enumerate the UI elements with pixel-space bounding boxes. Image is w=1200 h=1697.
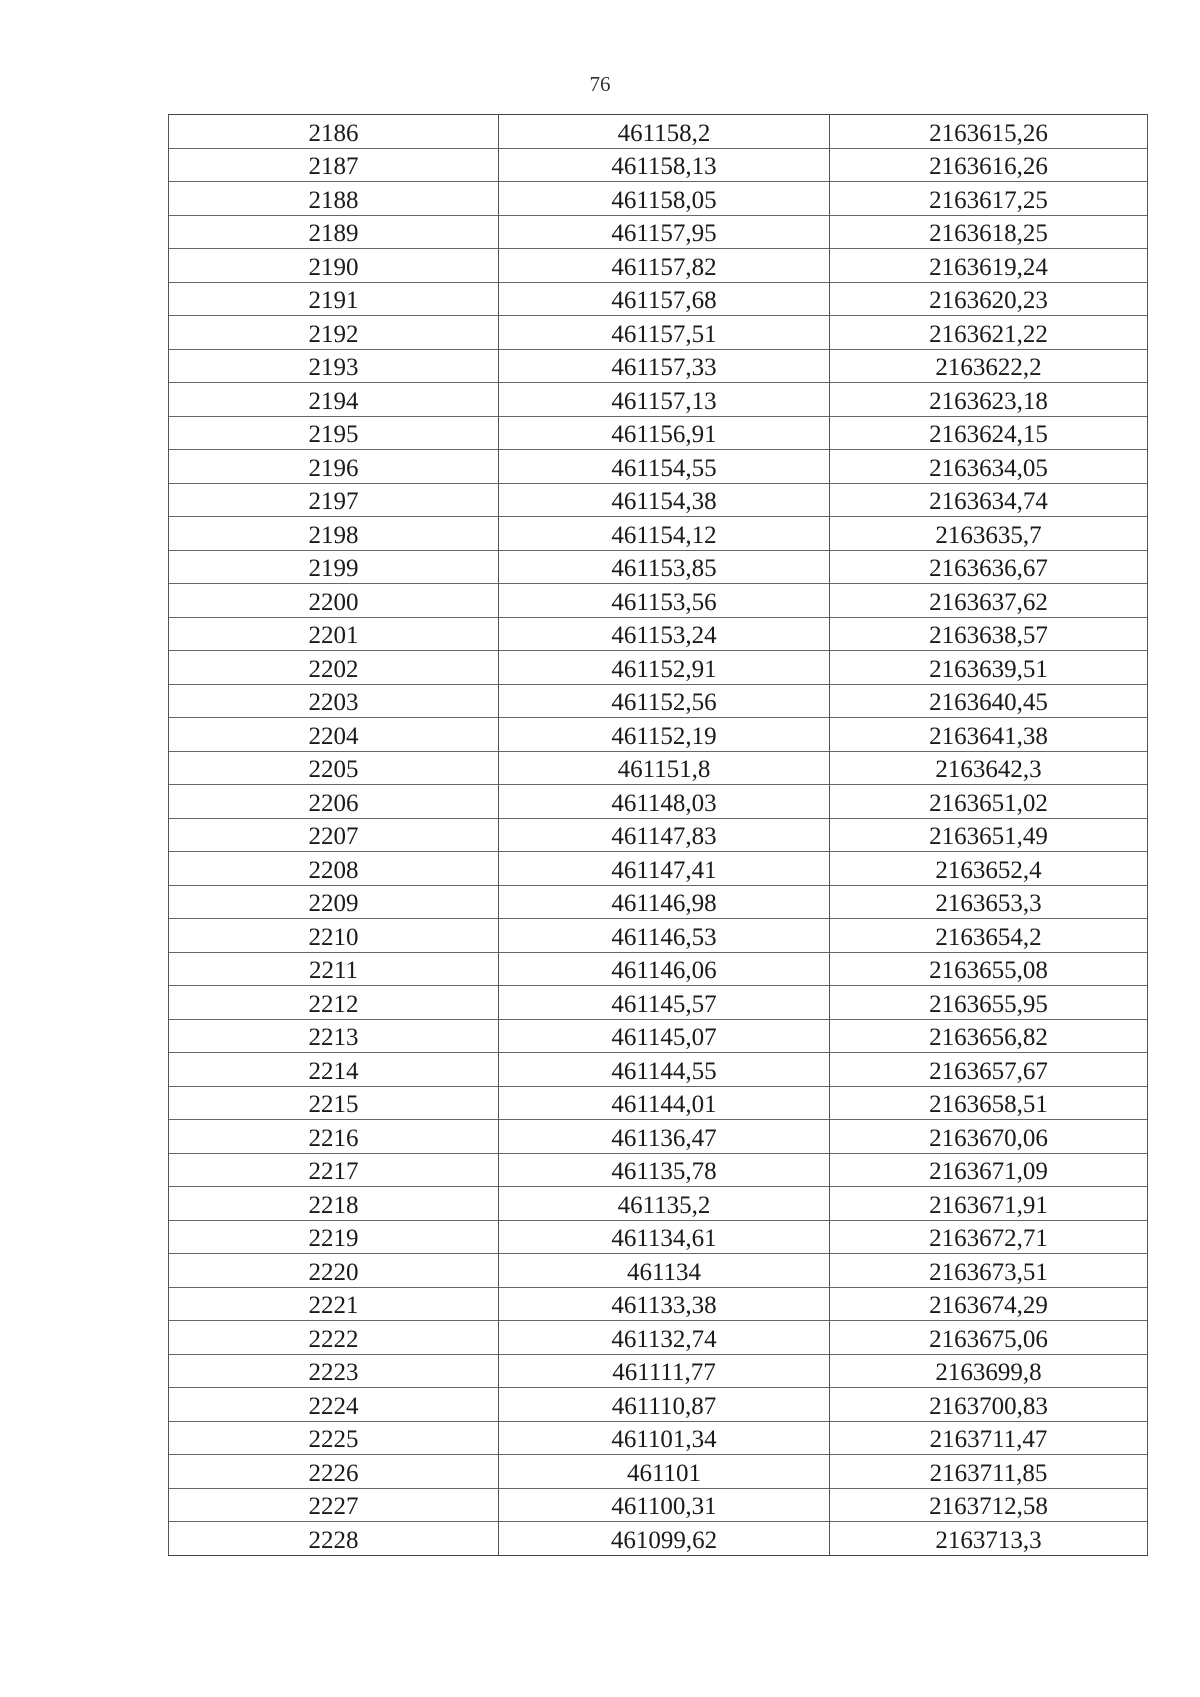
point-number-cell: 2201 — [169, 617, 499, 651]
table-row — [169, 919, 1148, 953]
coordinates-table-body — [169, 115, 1148, 1556]
table-row — [169, 584, 1148, 618]
x-coordinate-cell: 461157,13 — [499, 383, 830, 417]
x-coordinate-cell: 461153,56 — [499, 584, 830, 618]
table-row — [169, 550, 1148, 584]
x-coordinate-cell: 461145,57 — [499, 986, 830, 1020]
y-coordinate-cell: 2163639,51 — [830, 651, 1148, 685]
x-coordinate-cell: 461133,38 — [499, 1287, 830, 1321]
y-coordinate-cell: 2163658,51 — [830, 1086, 1148, 1120]
y-coordinate-cell: 2163700,83 — [830, 1388, 1148, 1422]
y-coordinate-cell: 2163672,71 — [830, 1220, 1148, 1254]
table-row — [169, 1220, 1148, 1254]
point-number-cell: 2186 — [169, 115, 499, 149]
table-row — [169, 483, 1148, 517]
table-row — [169, 751, 1148, 785]
table-row — [169, 115, 1148, 149]
point-number-cell: 2217 — [169, 1153, 499, 1187]
y-coordinate-cell: 2163640,45 — [830, 684, 1148, 718]
table-row — [169, 215, 1148, 249]
table-row — [169, 785, 1148, 819]
table-row — [169, 148, 1148, 182]
y-coordinate-cell: 2163622,2 — [830, 349, 1148, 383]
y-coordinate-cell: 2163636,67 — [830, 550, 1148, 584]
point-number-cell: 2219 — [169, 1220, 499, 1254]
point-number-cell: 2188 — [169, 182, 499, 216]
point-number-cell: 2227 — [169, 1488, 499, 1522]
table-row — [169, 383, 1148, 417]
point-number-cell: 2203 — [169, 684, 499, 718]
y-coordinate-cell: 2163675,06 — [830, 1321, 1148, 1355]
x-coordinate-cell: 461152,19 — [499, 718, 830, 752]
table-row — [169, 1488, 1148, 1522]
table-row — [169, 316, 1148, 350]
table-row — [169, 684, 1148, 718]
y-coordinate-cell: 2163712,58 — [830, 1488, 1148, 1522]
y-coordinate-cell: 2163671,09 — [830, 1153, 1148, 1187]
y-coordinate-cell: 2163655,95 — [830, 986, 1148, 1020]
x-coordinate-cell: 461157,33 — [499, 349, 830, 383]
point-number-cell: 2215 — [169, 1086, 499, 1120]
y-coordinate-cell: 2163656,82 — [830, 1019, 1148, 1053]
coordinates-table — [168, 114, 1148, 1556]
point-number-cell: 2218 — [169, 1187, 499, 1221]
point-number-cell: 2211 — [169, 952, 499, 986]
table-row — [169, 818, 1148, 852]
x-coordinate-cell: 461154,55 — [499, 450, 830, 484]
point-number-cell: 2212 — [169, 986, 499, 1020]
point-number-cell: 2214 — [169, 1053, 499, 1087]
table-row — [169, 1522, 1148, 1556]
point-number-cell: 2213 — [169, 1019, 499, 1053]
x-coordinate-cell: 461099,62 — [499, 1522, 830, 1556]
y-coordinate-cell: 2163638,57 — [830, 617, 1148, 651]
x-coordinate-cell: 461100,31 — [499, 1488, 830, 1522]
table-row — [169, 1354, 1148, 1388]
x-coordinate-cell: 461147,41 — [499, 852, 830, 886]
table-row — [169, 952, 1148, 986]
page-number: 76 — [589, 72, 611, 96]
x-coordinate-cell: 461144,55 — [499, 1053, 830, 1087]
y-coordinate-cell: 2163651,02 — [830, 785, 1148, 819]
x-coordinate-cell: 461146,53 — [499, 919, 830, 953]
x-coordinate-cell: 461154,38 — [499, 483, 830, 517]
point-number-cell: 2199 — [169, 550, 499, 584]
point-number-cell: 2202 — [169, 651, 499, 685]
point-number-cell: 2198 — [169, 517, 499, 551]
y-coordinate-cell: 2163635,7 — [830, 517, 1148, 551]
x-coordinate-cell: 461153,24 — [499, 617, 830, 651]
x-coordinate-cell: 461156,91 — [499, 416, 830, 450]
y-coordinate-cell: 2163653,3 — [830, 885, 1148, 919]
table-row — [169, 885, 1148, 919]
y-coordinate-cell: 2163616,26 — [830, 148, 1148, 182]
point-number-cell: 2200 — [169, 584, 499, 618]
point-number-cell: 2189 — [169, 215, 499, 249]
x-coordinate-cell: 461158,05 — [499, 182, 830, 216]
y-coordinate-cell: 2163657,67 — [830, 1053, 1148, 1087]
y-coordinate-cell: 2163634,74 — [830, 483, 1148, 517]
y-coordinate-cell: 2163674,29 — [830, 1287, 1148, 1321]
table-row — [169, 282, 1148, 316]
x-coordinate-cell: 461145,07 — [499, 1019, 830, 1053]
y-coordinate-cell: 2163624,15 — [830, 416, 1148, 450]
x-coordinate-cell: 461153,85 — [499, 550, 830, 584]
table-row — [169, 1019, 1148, 1053]
x-coordinate-cell: 461157,68 — [499, 282, 830, 316]
point-number-cell: 2194 — [169, 383, 499, 417]
point-number-cell: 2223 — [169, 1354, 499, 1388]
x-coordinate-cell: 461135,2 — [499, 1187, 830, 1221]
point-number-cell: 2191 — [169, 282, 499, 316]
point-number-cell: 2206 — [169, 785, 499, 819]
point-number-cell: 2222 — [169, 1321, 499, 1355]
y-coordinate-cell: 2163670,06 — [830, 1120, 1148, 1154]
y-coordinate-cell: 2163711,47 — [830, 1421, 1148, 1455]
y-coordinate-cell: 2163621,22 — [830, 316, 1148, 350]
table-row — [169, 1321, 1148, 1355]
y-coordinate-cell: 2163711,85 — [830, 1455, 1148, 1489]
table-row — [169, 1187, 1148, 1221]
y-coordinate-cell: 2163620,23 — [830, 282, 1148, 316]
table-row — [169, 450, 1148, 484]
x-coordinate-cell: 461111,77 — [499, 1354, 830, 1388]
table-row — [169, 1421, 1148, 1455]
y-coordinate-cell: 2163713,3 — [830, 1522, 1148, 1556]
y-coordinate-cell: 2163655,08 — [830, 952, 1148, 986]
y-coordinate-cell: 2163699,8 — [830, 1354, 1148, 1388]
point-number-cell: 2210 — [169, 919, 499, 953]
table-row — [169, 1254, 1148, 1288]
table-row — [169, 1388, 1148, 1422]
point-number-cell: 2225 — [169, 1421, 499, 1455]
y-coordinate-cell: 2163654,2 — [830, 919, 1148, 953]
y-coordinate-cell: 2163615,26 — [830, 115, 1148, 149]
x-coordinate-cell: 461146,06 — [499, 952, 830, 986]
x-coordinate-cell: 461146,98 — [499, 885, 830, 919]
x-coordinate-cell: 461158,13 — [499, 148, 830, 182]
point-number-cell: 2197 — [169, 483, 499, 517]
y-coordinate-cell: 2163617,25 — [830, 182, 1148, 216]
table-row — [169, 852, 1148, 886]
y-coordinate-cell: 2163673,51 — [830, 1254, 1148, 1288]
point-number-cell: 2207 — [169, 818, 499, 852]
x-coordinate-cell: 461148,03 — [499, 785, 830, 819]
point-number-cell: 2204 — [169, 718, 499, 752]
x-coordinate-cell: 461110,87 — [499, 1388, 830, 1422]
y-coordinate-cell: 2163652,4 — [830, 852, 1148, 886]
table-row — [169, 617, 1148, 651]
x-coordinate-cell: 461157,95 — [499, 215, 830, 249]
table-row — [169, 718, 1148, 752]
point-number-cell: 2190 — [169, 249, 499, 283]
x-coordinate-cell: 461135,78 — [499, 1153, 830, 1187]
table-row — [169, 1287, 1148, 1321]
point-number-cell: 2209 — [169, 885, 499, 919]
table-row — [169, 517, 1148, 551]
point-number-cell: 2187 — [169, 148, 499, 182]
table-row — [169, 986, 1148, 1020]
y-coordinate-cell: 2163619,24 — [830, 249, 1148, 283]
x-coordinate-cell: 461152,91 — [499, 651, 830, 685]
table-row — [169, 1120, 1148, 1154]
point-number-cell: 2228 — [169, 1522, 499, 1556]
x-coordinate-cell: 461158,2 — [499, 115, 830, 149]
x-coordinate-cell: 461101,34 — [499, 1421, 830, 1455]
point-number-cell: 2192 — [169, 316, 499, 350]
point-number-cell: 2208 — [169, 852, 499, 886]
table-row — [169, 1086, 1148, 1120]
point-number-cell: 2195 — [169, 416, 499, 450]
x-coordinate-cell: 461157,82 — [499, 249, 830, 283]
table-row — [169, 1153, 1148, 1187]
y-coordinate-cell: 2163651,49 — [830, 818, 1148, 852]
table-row — [169, 349, 1148, 383]
point-number-cell: 2221 — [169, 1287, 499, 1321]
y-coordinate-cell: 2163642,3 — [830, 751, 1148, 785]
point-number-cell: 2196 — [169, 450, 499, 484]
point-number-cell: 2216 — [169, 1120, 499, 1154]
table-row — [169, 249, 1148, 283]
y-coordinate-cell: 2163671,91 — [830, 1187, 1148, 1221]
y-coordinate-cell: 2163623,18 — [830, 383, 1148, 417]
x-coordinate-cell: 461147,83 — [499, 818, 830, 852]
table-row — [169, 182, 1148, 216]
x-coordinate-cell: 461132,74 — [499, 1321, 830, 1355]
x-coordinate-cell: 461144,01 — [499, 1086, 830, 1120]
x-coordinate-cell: 461134 — [499, 1254, 830, 1288]
x-coordinate-cell: 461134,61 — [499, 1220, 830, 1254]
table-row — [169, 1455, 1148, 1489]
x-coordinate-cell: 461157,51 — [499, 316, 830, 350]
x-coordinate-cell: 461154,12 — [499, 517, 830, 551]
x-coordinate-cell: 461136,47 — [499, 1120, 830, 1154]
table-row — [169, 651, 1148, 685]
y-coordinate-cell: 2163634,05 — [830, 450, 1148, 484]
point-number-cell: 2226 — [169, 1455, 499, 1489]
x-coordinate-cell: 461152,56 — [499, 684, 830, 718]
y-coordinate-cell: 2163637,62 — [830, 584, 1148, 618]
x-coordinate-cell: 461101 — [499, 1455, 830, 1489]
point-number-cell: 2224 — [169, 1388, 499, 1422]
table-row — [169, 416, 1148, 450]
y-coordinate-cell: 2163618,25 — [830, 215, 1148, 249]
point-number-cell: 2205 — [169, 751, 499, 785]
y-coordinate-cell: 2163641,38 — [830, 718, 1148, 752]
table-row — [169, 1053, 1148, 1087]
point-number-cell: 2193 — [169, 349, 499, 383]
x-coordinate-cell: 461151,8 — [499, 751, 830, 785]
point-number-cell: 2220 — [169, 1254, 499, 1288]
